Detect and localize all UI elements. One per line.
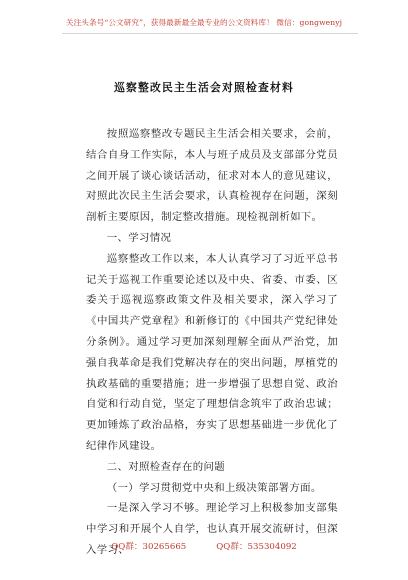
page-header-banner: 关注头条号“公文研究”，获得最新最全最专业的公文资料库！ 微信：gongwenyj	[65, 18, 343, 27]
document-title: 巡察整改民主生活会对照检查材料	[114, 81, 294, 94]
section-heading-problems: 二、对照检查存在的问题	[106, 460, 225, 473]
page-footer	[0, 540, 408, 552]
section-heading-study: 一、学习情况	[106, 231, 172, 244]
header-divider	[62, 33, 358, 34]
study-paragraph: 巡察整改工作以来，本人认真学习了习近平总书记关于巡视工作重要论述以及中央、省委、市委、区委关于巡视巡察政策文件及相关要求，深入学习了《中国共产党章程》和新修订的《中国共产党纪律处分条例》。通过学习更加深刻理解全面从严治党，加强自我革命是我们党解决存在的突出问题，厚植党的执政基础的重要措施；进一步增强了思想自觉、政治自觉和行动自觉，坚定了理想信念筑牢了政治忠诚；更加锤炼了政治品格，夯实了思想基础进一步优化了纪律作风建设。	[86, 252, 338, 452]
subsection-heading-implementation: （一）学习贯彻党中央和上级决策部署方面。	[106, 481, 322, 494]
footer-qq-group-2: QQ群：535304092	[216, 542, 297, 552]
intro-paragraph: 按照巡察整改专题民主生活会相关要求，会前，结合自身工作实际，本人与班子成员及支部部分党员之间开展了谈心谈话活动，征求对本人的意见建议，对照此次民主生活会要求，认真检视存在问题，深刻剖析主要原因，制定整改措施。现检视剖析如下。	[86, 128, 338, 224]
footer-qq-group-1: QQ群：30265665	[111, 542, 187, 552]
problem-paragraph: 一是深入学习不够。理论学习上积极参加支部集中学习和开展个人自学，也认真开展交流研讨，但深入学习、	[86, 502, 338, 556]
document-body	[86, 124, 338, 561]
